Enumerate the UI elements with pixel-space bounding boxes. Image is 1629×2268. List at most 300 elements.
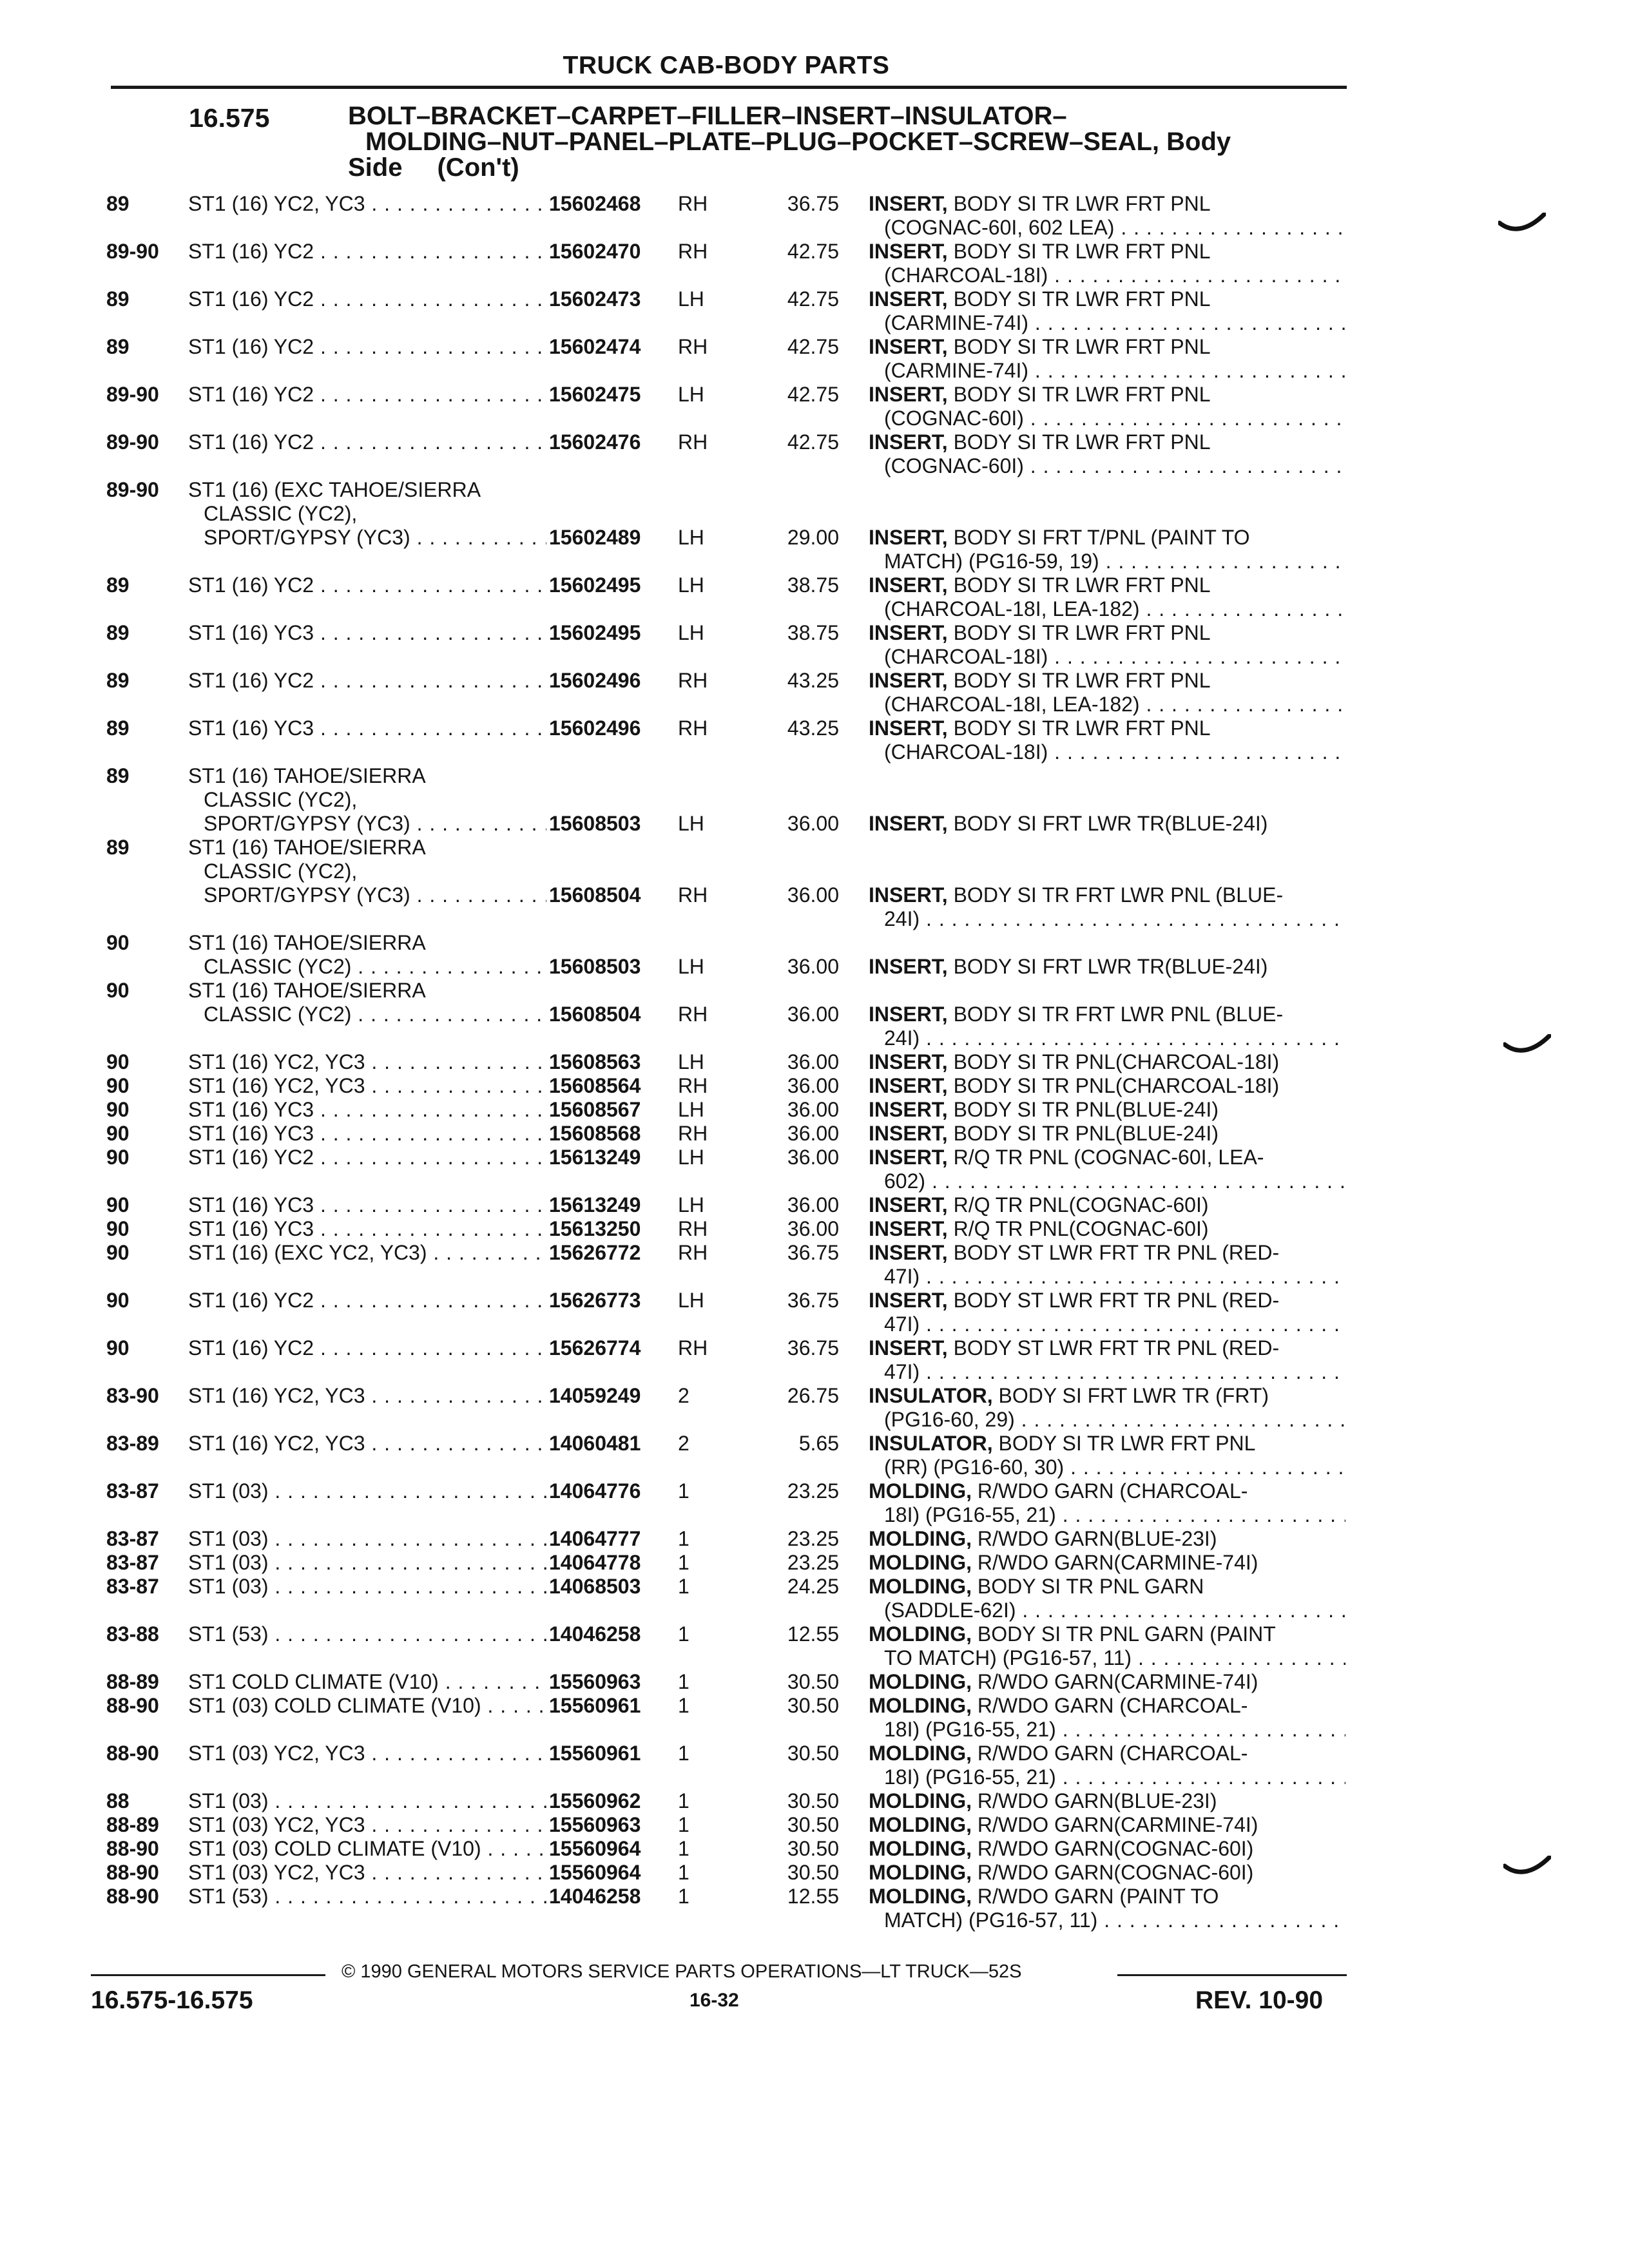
row-description (869, 1789, 1345, 1813)
row-description-keyword: INSERT, (869, 1241, 948, 1264)
row-description-line (869, 1742, 1345, 1765)
row-description-line: (CHARCOAL-18I, LEA-182) . . . (869, 693, 1345, 716)
page-header-title: TRUCK CAB-BODY PARTS (563, 52, 890, 79)
row-description-line (869, 1885, 1345, 1908)
row-description-line (869, 1384, 1345, 1408)
row-year: 89-90 (106, 430, 159, 454)
row-description-line (869, 1146, 1345, 1169)
row-year: 90 (106, 1146, 130, 1169)
footer-rule-left (91, 1974, 325, 1976)
row-model-line: ST1 (16) YC2, YC3 . . . (188, 192, 546, 216)
table-row (0, 1217, 1629, 1241)
row-year: 88-90 (106, 1694, 159, 1717)
row-price: 36.75 (787, 1336, 839, 1360)
row-description (869, 1622, 1345, 1670)
row-description-keyword: INSERT, (869, 1003, 948, 1026)
row-part-number: 15560964 (549, 1837, 641, 1860)
row-price: 36.00 (787, 1098, 839, 1121)
row-model (188, 1670, 546, 1694)
table-row (0, 1742, 1629, 1789)
row-description-text: R/WDO GARN(COGNAC-60I) (977, 1837, 1254, 1860)
row-year: 88-90 (106, 1861, 159, 1884)
row-description-line (869, 1050, 1345, 1074)
row-qty-side: LH (678, 955, 704, 978)
row-part-number: 15602495 (549, 621, 641, 644)
table-row (0, 1241, 1629, 1289)
row-description-line: 24I) . . . (869, 1026, 1345, 1050)
row-description-line: TO MATCH) (PG16-57, 11) . . . (869, 1646, 1345, 1670)
row-year: 83-87 (106, 1527, 159, 1550)
row-model (188, 716, 546, 740)
row-description (869, 669, 1345, 716)
row-description-keyword: INSERT, (869, 287, 948, 311)
row-description (869, 1146, 1345, 1193)
checkmark-icon (1503, 1034, 1551, 1057)
row-description-keyword: INSERT, (869, 1050, 948, 1073)
row-model-line: ST1 (16) YC3 . . . (188, 1217, 546, 1241)
row-year: 89 (106, 287, 130, 311)
table-row (0, 1289, 1629, 1336)
row-part-number: 15602496 (549, 716, 641, 740)
row-model-line: ST1 (16) YC3 . . . (188, 621, 546, 645)
row-model (188, 669, 546, 693)
row-model-line: ST1 (16) YC2 . . . (188, 1336, 546, 1360)
row-price: 23.25 (787, 1479, 839, 1503)
row-model-line: ST1 (16) (EXC YC2, YC3) . . . (188, 1241, 546, 1265)
row-qty-side: LH (678, 1289, 704, 1312)
table-row (0, 287, 1629, 335)
row-description-text: R/WDO GARN (CHARCOAL- (977, 1479, 1248, 1503)
table-row (0, 621, 1629, 669)
row-description-text: R/Q TR PNL(COGNAC-60I) (953, 1217, 1209, 1240)
row-description-line: (CARMINE-74I) . . . (869, 359, 1345, 383)
table-row (0, 1885, 1629, 1932)
row-description-text: BODY SI FRT LWR TR(BLUE-24I) (953, 955, 1268, 978)
row-description-keyword: INSERT, (869, 192, 948, 215)
row-part-number: 15608568 (549, 1122, 641, 1145)
row-qty-side: 1 (678, 1479, 689, 1503)
row-qty-side: 2 (678, 1384, 689, 1407)
row-price: 30.50 (787, 1861, 839, 1884)
row-qty-side: 1 (678, 1885, 689, 1908)
table-row (0, 1527, 1629, 1551)
row-description (869, 1885, 1345, 1932)
row-part-number: 15613249 (549, 1146, 641, 1169)
row-description-line (869, 1479, 1345, 1503)
row-qty-side: RH (678, 716, 708, 740)
row-description-line: (CHARCOAL-18I) . . . (869, 645, 1345, 669)
row-description-text: BODY SI TR LWR FRT PNL (953, 335, 1211, 358)
row-price: 30.50 (787, 1742, 839, 1765)
table-row (0, 1050, 1629, 1074)
row-model-line: ST1 (16) YC3 . . . (188, 1193, 546, 1217)
row-description-line (869, 1241, 1345, 1265)
row-model (188, 1742, 546, 1765)
row-model-line: ST1 (16) YC2 . . . (188, 573, 546, 597)
row-description (869, 526, 1345, 573)
row-qty-side: LH (678, 1050, 704, 1073)
row-model-line: ST1 (03) COLD CLIMATE (V10) . . . (188, 1837, 546, 1861)
row-year: 89 (106, 335, 130, 358)
row-description-text: R/WDO GARN(CARMINE-74I) (977, 1813, 1258, 1836)
row-description (869, 1432, 1345, 1479)
row-qty-side: RH (678, 430, 708, 454)
row-description (869, 1050, 1345, 1074)
checkmark-icon (1503, 1856, 1551, 1879)
section-title-line-2: MOLDING–NUT–PANEL–PLATE–PLUG–POCKET–SCREW–SEAL, Body (365, 128, 1231, 156)
row-model (188, 430, 546, 454)
section-title (348, 103, 1353, 180)
row-description (869, 955, 1345, 979)
row-description-text: BODY SI FRT T/PNL (PAINT TO (953, 526, 1250, 549)
row-model-line: ST1 (03) YC2, YC3 . . . (188, 1861, 546, 1885)
row-model-line: ST1 (03) COLD CLIMATE (V10) . . . (188, 1694, 546, 1718)
row-part-number: 14059249 (549, 1384, 641, 1407)
row-description-keyword: INSERT, (869, 716, 948, 740)
row-model (188, 1289, 546, 1312)
row-model (188, 1551, 546, 1575)
row-qty-side: RH (678, 240, 708, 263)
row-description (869, 573, 1345, 621)
row-year: 88-90 (106, 1885, 159, 1908)
table-row (0, 764, 1629, 836)
row-year: 83-87 (106, 1575, 159, 1598)
row-model-line: ST1 (03) . . . (188, 1575, 546, 1599)
row-qty-side: 1 (678, 1527, 689, 1550)
row-price: 43.25 (787, 716, 839, 740)
section-number: 16.575 (189, 103, 270, 133)
row-model (188, 1861, 546, 1885)
table-row (0, 1193, 1629, 1217)
table-row (0, 1837, 1629, 1861)
row-description-text: BODY SI TR LWR FRT PNL (998, 1432, 1256, 1455)
table-row (0, 1861, 1629, 1885)
row-description-line: 18I) (PG16-55, 21) . . . (869, 1765, 1345, 1789)
row-model-line: CLASSIC (YC2), (204, 788, 358, 811)
row-description-text: R/WDO GARN(CARMINE-74I) (977, 1670, 1258, 1693)
row-qty-side: LH (678, 1146, 704, 1169)
row-model (188, 1050, 546, 1074)
row-description-keyword: MOLDING, (869, 1575, 972, 1598)
section-title-line-1: BOLT–BRACKET–CARPET–FILLER–INSERT–INSULATOR– (348, 102, 1067, 130)
row-part-number: 14046258 (549, 1622, 641, 1646)
row-description-keyword: INSERT, (869, 1122, 948, 1145)
row-year: 90 (106, 1122, 130, 1145)
row-year: 88-89 (106, 1813, 159, 1836)
row-year: 89-90 (106, 383, 159, 406)
row-description-text: BODY SI TR PNL GARN (PAINT (977, 1622, 1276, 1646)
row-year: 89-90 (106, 478, 159, 501)
parts-table (0, 192, 1629, 1932)
row-description-keyword: INSERT, (869, 621, 948, 644)
row-description-text: BODY SI TR LWR FRT PNL (953, 573, 1211, 597)
row-description-text: BODY SI TR PNL(BLUE-24I) (953, 1098, 1219, 1121)
row-description-line: (COGNAC-60I, 602 LEA) . . . (869, 216, 1345, 240)
table-row (0, 1074, 1629, 1098)
row-description-text: BODY ST LWR FRT TR PNL (RED- (953, 1241, 1280, 1264)
row-model-line: ST1 (16) (EXC TAHOE/SIERRA (188, 478, 481, 501)
row-description-line (869, 1575, 1345, 1599)
row-description-line (869, 240, 1345, 264)
row-part-number: 15608567 (549, 1098, 641, 1121)
row-year: 88-89 (106, 1670, 159, 1693)
row-description-keyword: INSERT, (869, 1336, 948, 1360)
row-part-number: 15602468 (549, 192, 641, 215)
row-model-line: ST1 (03) YC2, YC3 . . . (188, 1742, 546, 1765)
row-model-line: ST1 (03) . . . (188, 1479, 546, 1503)
row-model-line: ST1 (16) YC2 . . . (188, 335, 546, 359)
row-year: 83-87 (106, 1551, 159, 1574)
row-qty-side: 1 (678, 1694, 689, 1717)
row-price: 36.00 (787, 1217, 839, 1240)
row-description (869, 716, 1345, 764)
row-description-text: BODY SI TR FRT LWR PNL (BLUE- (953, 1003, 1284, 1026)
row-description-keyword: MOLDING, (869, 1527, 972, 1550)
row-description-keyword: INSERT, (869, 1193, 948, 1216)
row-price: 42.75 (787, 430, 839, 454)
row-description (869, 335, 1345, 383)
row-price: 36.00 (787, 1146, 839, 1169)
row-year: 83-87 (106, 1479, 159, 1503)
row-part-number: 14064777 (549, 1527, 641, 1550)
row-description-line (869, 1122, 1345, 1146)
row-description-keyword: MOLDING, (869, 1813, 972, 1836)
row-description-keyword: INSERT, (869, 883, 948, 907)
row-part-number: 15602470 (549, 240, 641, 263)
footer-page-number: 16-32 (689, 1990, 739, 2011)
row-description-line (869, 383, 1345, 407)
row-model-line: ST1 (16) YC2 . . . (188, 669, 546, 693)
row-description-line (869, 526, 1345, 550)
row-description-line (869, 1098, 1345, 1122)
row-description-text: BODY SI TR PNL GARN (977, 1575, 1204, 1598)
row-description (869, 1098, 1345, 1122)
row-part-number: 15608504 (549, 883, 641, 907)
row-model-line: ST1 (16) YC2 . . . (188, 1146, 546, 1169)
row-description-text: BODY SI TR LWR FRT PNL (953, 383, 1211, 406)
footer-section-range: 16.575-16.575 (91, 1986, 253, 2014)
table-row (0, 335, 1629, 383)
row-model-line: ST1 (16) YC2 . . . (188, 1289, 546, 1312)
row-part-number: 15560964 (549, 1861, 641, 1884)
row-description-keyword: MOLDING, (869, 1837, 972, 1860)
row-part-number: 15602474 (549, 335, 641, 358)
row-description-text: R/WDO GARN(CARMINE-74I) (977, 1551, 1258, 1574)
row-year: 89 (106, 669, 130, 692)
row-model (188, 764, 546, 836)
row-description-text: R/Q TR PNL(COGNAC-60I) (953, 1193, 1209, 1216)
table-row (0, 1384, 1629, 1432)
row-description-text: BODY SI TR PNL(CHARCOAL-18I) (953, 1074, 1280, 1097)
row-qty-side: 1 (678, 1622, 689, 1646)
row-price: 36.75 (787, 192, 839, 215)
row-model (188, 240, 546, 264)
row-description-keyword: INSERT, (869, 1146, 948, 1169)
row-year: 90 (106, 1241, 130, 1264)
row-model-line: ST1 (03) . . . (188, 1551, 546, 1575)
row-description (869, 1003, 1345, 1050)
row-model-line: SPORT/GYPSY (YC3) . . . (188, 883, 546, 907)
row-description-line (869, 1193, 1345, 1217)
row-model (188, 1789, 546, 1813)
row-model (188, 1241, 546, 1265)
row-price: 42.75 (787, 287, 839, 311)
row-description-keyword: INSERT, (869, 526, 948, 549)
row-model-line: ST1 (53) . . . (188, 1885, 546, 1908)
row-price: 24.25 (787, 1575, 839, 1598)
row-model (188, 383, 546, 407)
row-description (869, 812, 1345, 836)
row-description-text: R/WDO GARN(BLUE-23I) (977, 1789, 1217, 1812)
row-description-text: BODY SI TR LWR FRT PNL (953, 430, 1211, 454)
row-description-line: 18I) (PG16-55, 21) . . . (869, 1718, 1345, 1742)
row-description-line (869, 1622, 1345, 1646)
row-price: 30.50 (787, 1694, 839, 1717)
row-price: 43.25 (787, 669, 839, 692)
row-year: 90 (106, 1098, 130, 1121)
row-model (188, 1837, 546, 1861)
row-description-line (869, 1837, 1345, 1861)
row-description-line (869, 883, 1345, 907)
row-description-text: BODY SI FRT LWR TR (FRT) (998, 1384, 1269, 1407)
row-qty-side: 1 (678, 1837, 689, 1860)
row-part-number: 14060481 (549, 1432, 641, 1455)
row-model-line: ST1 (16) YC3 . . . (188, 716, 546, 740)
row-description-line: 24I) . . . (869, 907, 1345, 931)
table-row (0, 383, 1629, 430)
row-model (188, 836, 546, 907)
row-price: 29.00 (787, 526, 839, 549)
row-description-line: 47I) . . . (869, 1312, 1345, 1336)
row-price: 12.55 (787, 1885, 839, 1908)
row-description-line (869, 669, 1345, 693)
row-model-line: CLASSIC (YC2), (204, 502, 358, 525)
row-year: 90 (106, 979, 130, 1002)
row-description (869, 1527, 1345, 1551)
row-price: 30.50 (787, 1813, 839, 1836)
row-qty-side: 1 (678, 1789, 689, 1812)
section-title-line-3 (348, 155, 1353, 180)
table-row (0, 1432, 1629, 1479)
table-row (0, 1694, 1629, 1742)
row-description (869, 1122, 1345, 1146)
row-part-number: 15613250 (549, 1217, 641, 1240)
row-description (869, 1193, 1345, 1217)
row-price: 23.25 (787, 1527, 839, 1550)
row-model (188, 1098, 546, 1122)
row-description (869, 1384, 1345, 1432)
row-description (869, 192, 1345, 240)
row-model (188, 1146, 546, 1169)
row-part-number: 15602473 (549, 287, 641, 311)
row-price: 36.00 (787, 1122, 839, 1145)
row-qty-side: RH (678, 1241, 708, 1264)
row-part-number: 15608564 (549, 1074, 641, 1097)
table-row (0, 478, 1629, 573)
row-model-line: SPORT/GYPSY (YC3) . . . (188, 526, 546, 550)
row-description-text: BODY SI TR FRT LWR PNL (BLUE- (953, 883, 1284, 907)
row-description-line: (CARMINE-74I) . . . (869, 311, 1345, 335)
row-description (869, 1575, 1345, 1622)
row-qty-side: 1 (678, 1813, 689, 1836)
row-description (869, 621, 1345, 669)
row-description-line: MATCH) (PG16-59, 19) . . . (869, 550, 1345, 573)
row-description-line (869, 1336, 1345, 1360)
row-description-line (869, 1217, 1345, 1241)
row-part-number: 15560962 (549, 1789, 641, 1812)
row-qty-side: LH (678, 812, 704, 835)
row-price: 42.75 (787, 240, 839, 263)
row-qty-side: RH (678, 1003, 708, 1026)
row-part-number: 15602496 (549, 669, 641, 692)
row-description-line (869, 287, 1345, 311)
row-description-keyword: MOLDING, (869, 1551, 972, 1574)
row-model (188, 1074, 546, 1098)
section-title-side: Side (348, 153, 403, 182)
row-description (869, 1289, 1345, 1336)
row-description-text: BODY SI TR LWR FRT PNL (953, 240, 1211, 263)
row-qty-side: 1 (678, 1670, 689, 1693)
row-qty-side: LH (678, 383, 704, 406)
row-description-keyword: INSERT, (869, 335, 948, 358)
row-description (869, 1837, 1345, 1861)
row-model (188, 979, 546, 1026)
row-qty-side: RH (678, 669, 708, 692)
row-description (869, 1074, 1345, 1098)
row-qty-side: 1 (678, 1575, 689, 1598)
row-qty-side: 1 (678, 1861, 689, 1884)
row-description-keyword: INSERT, (869, 573, 948, 597)
row-model-line: ST1 (16) YC3 . . . (188, 1122, 546, 1146)
row-model-line: ST1 (16) YC2 . . . (188, 383, 546, 407)
row-qty-side: RH (678, 1074, 708, 1097)
row-model-line: ST1 (16) YC2, YC3 . . . (188, 1050, 546, 1074)
row-description-line (869, 1861, 1345, 1885)
row-model (188, 1384, 546, 1408)
row-model (188, 478, 546, 550)
row-part-number: 15626773 (549, 1289, 641, 1312)
row-description-keyword: INSERT, (869, 812, 948, 835)
row-price: 23.25 (787, 1551, 839, 1574)
row-model-line: ST1 (53) . . . (188, 1622, 546, 1646)
row-description-line (869, 1003, 1345, 1026)
row-qty-side: RH (678, 1217, 708, 1240)
row-model-line: CLASSIC (YC2) . . . (188, 955, 546, 979)
row-part-number: 14064776 (549, 1479, 641, 1503)
row-description-text: BODY SI TR LWR FRT PNL (953, 716, 1211, 740)
row-description-line (869, 1527, 1345, 1551)
row-description-line: (CHARCOAL-18I, LEA-182) . . . (869, 597, 1345, 621)
row-description (869, 1813, 1345, 1837)
row-model (188, 1694, 546, 1718)
table-row (0, 1098, 1629, 1122)
row-part-number: 15560963 (549, 1670, 641, 1693)
row-description-keyword: MOLDING, (869, 1742, 972, 1765)
row-part-number: 15560963 (549, 1813, 641, 1836)
row-model (188, 1575, 546, 1599)
row-price: 36.00 (787, 883, 839, 907)
row-model (188, 335, 546, 359)
row-year: 89 (106, 573, 130, 597)
row-price: 36.75 (787, 1289, 839, 1312)
row-model-line: ST1 (16) YC2, YC3 . . . (188, 1432, 546, 1456)
row-qty-side: LH (678, 573, 704, 597)
row-qty-side: LH (678, 526, 704, 549)
row-year: 88 (106, 1789, 130, 1812)
row-description (869, 383, 1345, 430)
table-row (0, 836, 1629, 931)
row-year: 83-89 (106, 1432, 159, 1455)
